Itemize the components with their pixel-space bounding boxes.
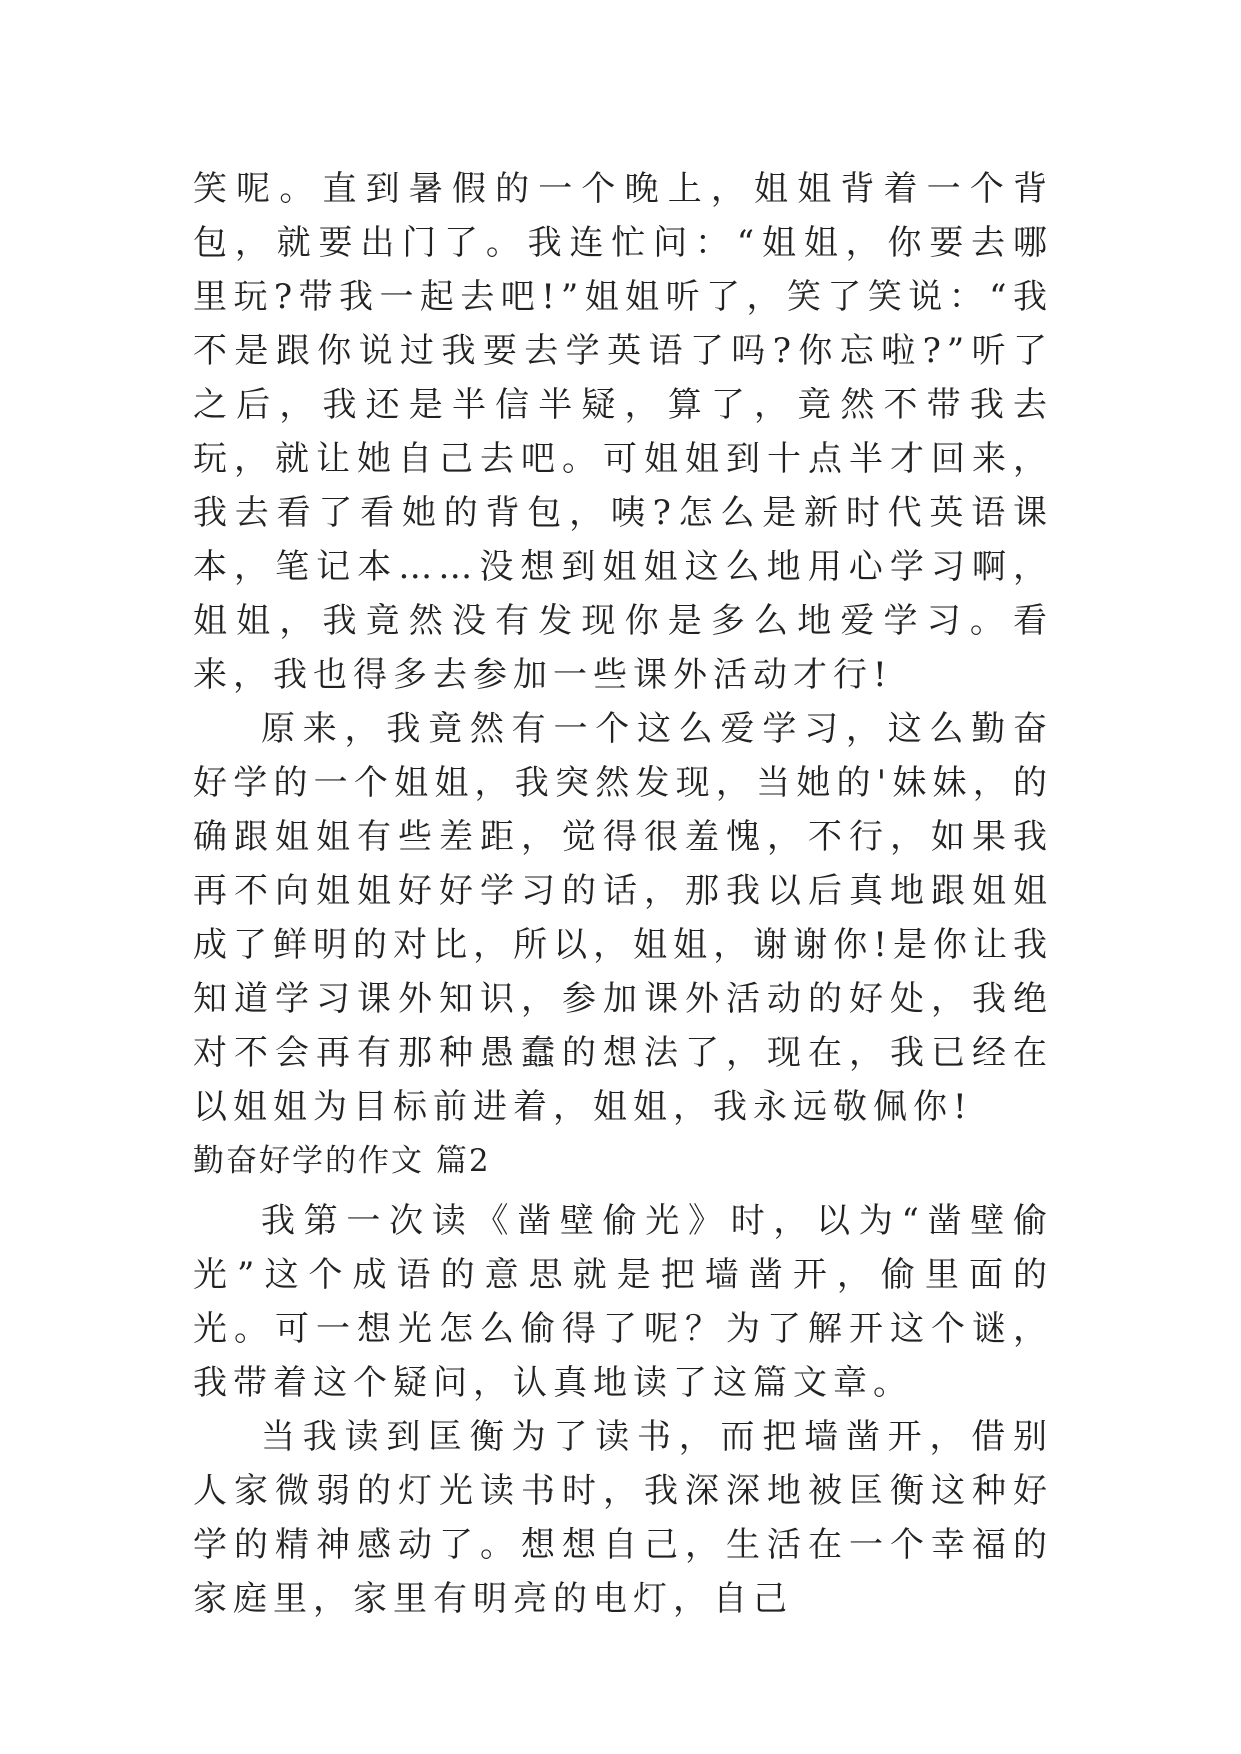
essay-paragraph: 原来，我竟然有一个这么爱学习，这么勤奋好学的一个姐姐，我突然发现，当她的'妹妹，的确跟姐姐有些差距，觉得很羞愧，不行，如果我再不向姐姐好好学习的话，那我以后真地跟姐姐成了鲜明的对比，所以，姐姐，谢谢你!是你让我知道学习课外知识，参加课外活动的好处，我绝对不会再有那种愚蠢的想法了，现在，我已经在以姐姐为目标前进着，姐姐，我永远敬佩你! xyxy=(193,709,1053,1127)
document-page xyxy=(193,162,1053,1626)
essay-paragraph-continued: 笑呢。直到暑假的一个晚上，姐姐背着一个背包，就要出门了。我连忙问：“姐姐，你要去哪里玩?带我一起去吧!”姐姐听了，笑了笑说：“我不是跟你说过我要去学英语了吗?你忘啦?”听了之后，我还是半信半疑，算了，竟然不带我去玩，就让她自己去吧。可姐姐到十点半才回来，我去看了看她的背包，咦?怎么是新时代英语课本，笔记本……没想到姐姐这么地用心学习啊，姐姐，我竟然没有发现你是多么地爱学习。看来，我也得多去参加一些课外活动才行! xyxy=(193,169,1053,695)
essay-title: 勤奋好学的作文 篇2 xyxy=(193,1143,491,1179)
essay-paragraph: 当我读到匡衡为了读书，而把墙凿开，借别人家微弱的灯光读书时，我深深地被匡衡这种好学的精神感动了。想想自己，生活在一个幸福的家庭里，家里有明亮的电灯，自己 xyxy=(193,1417,1053,1619)
essay-paragraph: 我第一次读《凿壁偷光》时，以为“凿壁偷光”这个成语的意思就是把墙凿开，偷里面的光。可一想光怎么偷得了呢？为了解开这个谜，我带着这个疑问，认真地读了这篇文章。 xyxy=(193,1201,1053,1403)
